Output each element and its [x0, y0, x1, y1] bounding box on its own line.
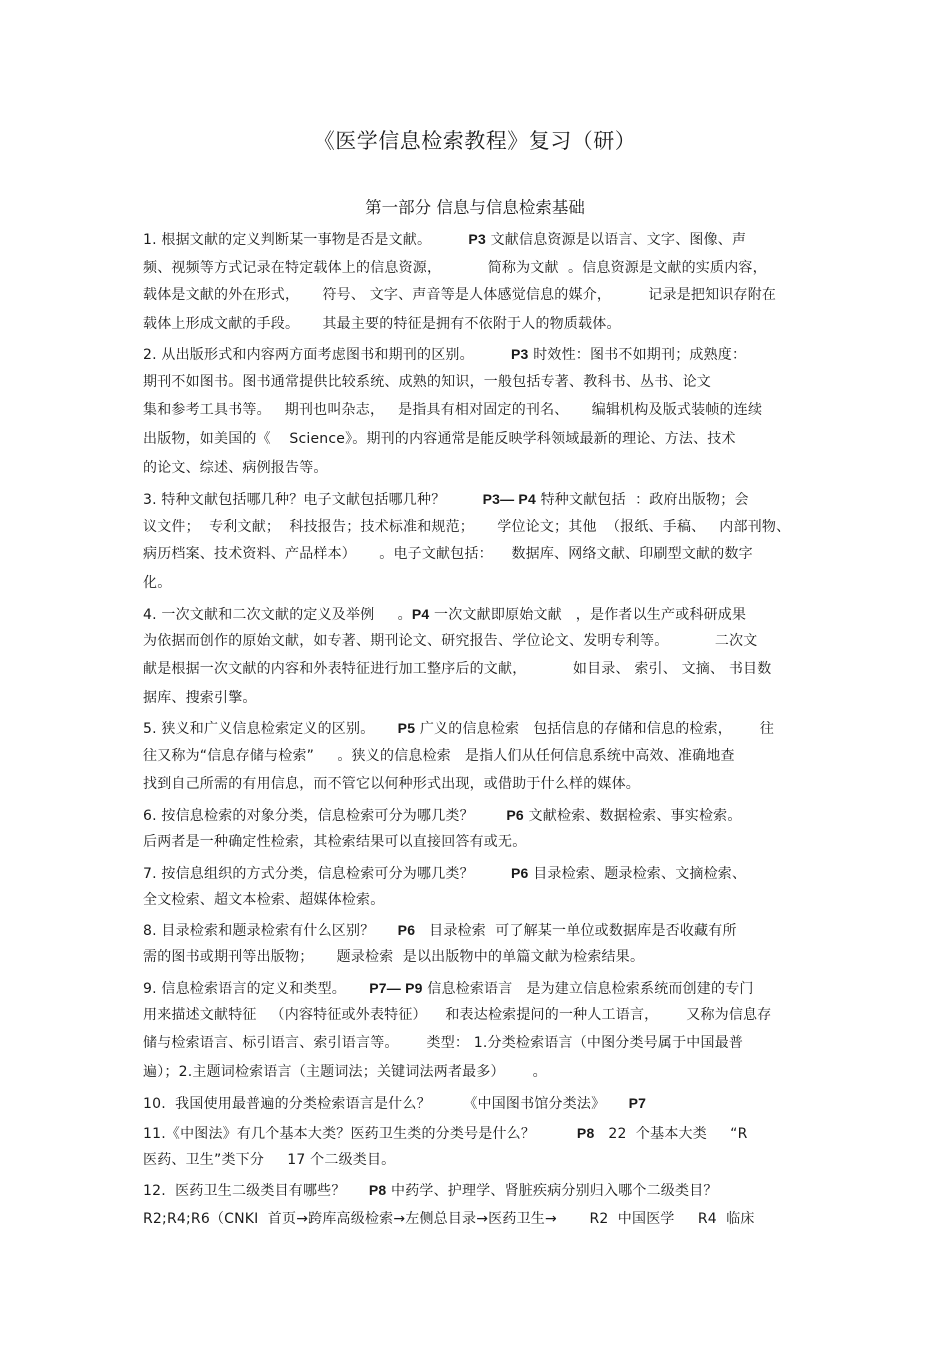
- text-segment: 目录检索、题录检索、文摘检索、: [528, 866, 747, 882]
- text-line: [143, 229, 746, 250]
- text-line: [143, 1150, 395, 1170]
- text-line: [143, 920, 737, 941]
- text-line: [143, 805, 742, 826]
- text-line: [143, 688, 257, 708]
- text-line: [143, 314, 621, 334]
- text-line: [143, 604, 746, 625]
- text-line: [143, 400, 762, 420]
- text-segment: 集和参考工具书等。 期刊也叫杂志， 是指具有相对固定的刊名、 编辑机构及版式装帧的连续: [143, 402, 763, 418]
- text-segment: 医药、卫生”类下分 17 个二级类目。: [143, 1152, 396, 1168]
- text-segment: 11.《中图法》有几个基本大类？医药卫生类的分类号是什么？: [143, 1126, 577, 1142]
- text-segment: 需的图书或期刊等出版物； 题录检索 是以出版物中的单篇文献为检索结果。: [143, 949, 645, 965]
- page-reference: P6: [506, 807, 524, 823]
- text-segment: 时效性：图书不如期刊；成熟度：: [528, 347, 747, 363]
- text-segment: 遍）；2.主题词检索语言（主题词法；关键词法两者最多） 。: [143, 1064, 547, 1080]
- text-line: [143, 344, 746, 365]
- text-segment: 全文检索、超文本检索、超媒体检索。: [143, 892, 385, 908]
- page-reference: P6: [511, 865, 529, 881]
- text-segment: 中药学、护理学、肾脏疾病分别归入哪个二级类目？: [386, 1183, 718, 1199]
- text-segment: 化。: [143, 575, 172, 591]
- text-line: [143, 1093, 646, 1114]
- text-line: [143, 285, 776, 305]
- text-segment: 载体是文献的外在形式， 符号、 文字、声音等是人体感觉信息的媒介， 记录是把知识存附在: [143, 287, 777, 303]
- text-line: [143, 489, 749, 510]
- text-line: [143, 659, 771, 679]
- text-segment: 7. 按信息组织的方式分类，信息检索可分为哪几类？: [143, 866, 512, 882]
- text-segment: 目录检索 可了解某一单位或数据库是否收藏有所: [415, 923, 737, 939]
- text-segment: 2. 从出版形式和内容两方面考虑图书和期刊的区别。: [143, 347, 512, 363]
- text-segment: 4. 一次文献和二次文献的定义及举例 。: [143, 607, 412, 623]
- text-line: [143, 890, 384, 910]
- text-line: [143, 947, 644, 967]
- text-segment: 后两者是一种确定性检索，其检索结果可以直接回答有或无。: [143, 834, 527, 850]
- text-line: [143, 517, 790, 537]
- text-segment: 一次文献即原始文献 ，是作者以生产或科研成果: [429, 607, 747, 623]
- text-line: [143, 718, 774, 739]
- page-reference: P3: [511, 346, 529, 362]
- text-line: [143, 372, 711, 392]
- text-line: [143, 1180, 718, 1201]
- text-segment: 12. 医药卫生二级类目有哪些？: [143, 1183, 369, 1199]
- text-segment: 病历档案、技术资料、产品样本） 。电子文献包括： 数据库、网络文献、印刷型文献的数字: [143, 546, 753, 562]
- text-segment: 频、视频等方式记录在特定载体上的信息资源， 简称为文献 。信息资源是文献的实质内容，: [143, 260, 767, 276]
- text-segment: 10. 我国使用最普遍的分类检索语言是什么？ 《中国图书馆分类法》: [143, 1096, 629, 1112]
- page-reference: P6: [397, 922, 416, 938]
- page-reference: P8: [368, 1182, 387, 1198]
- page-reference: P3: [468, 231, 486, 247]
- text-segment: 特种文献包括 ：政府出版物；会: [535, 492, 749, 508]
- text-segment: 信息检索语言 是为建立信息检索系统而创建的专门: [422, 981, 754, 997]
- text-segment: 文献信息资源是以语言、文字、图像、声: [485, 232, 747, 248]
- text-segment: 广义的信息检索 包括信息的存储和信息的检索， 往: [415, 721, 775, 737]
- text-segment: 献是根据一次文献的内容和外表特征进行加工整序后的文献， 如目录、 索引、 文摘、 书目数: [143, 661, 772, 677]
- text-segment: 为依据而创作的原始文献，如专著、期刊论文、研究报告、学位论文、发明专利等。 二次文: [143, 633, 758, 649]
- page-reference: P7— P9: [369, 980, 423, 996]
- text-line: [143, 1123, 748, 1144]
- page-reference: P3— P4: [482, 491, 536, 507]
- text-segment: 储与检索语言、标引语言、索引语言等。 类型： 1.分类检索语言（中图分类号属于中国最普: [143, 1035, 744, 1051]
- text-segment: 据库、搜索引擎。: [143, 690, 257, 706]
- text-line: [143, 746, 735, 766]
- section-title: 第一部分 信息与信息检索基础: [365, 198, 585, 217]
- page-reference: P5: [397, 720, 416, 736]
- text-line: [143, 544, 753, 564]
- document-title: 《医学信息检索教程》复习（研）: [313, 129, 637, 153]
- text-segment: 找到自己所需的有用信息，而不管它以何种形式出现，或借助于什么样的媒体。: [143, 776, 640, 792]
- text-line: [143, 832, 526, 852]
- text-segment: 文献检索、数据检索、事实检索。: [523, 808, 742, 824]
- text-line: [143, 258, 767, 278]
- page-reference: P7: [628, 1095, 647, 1111]
- text-segment: 往又称为“信息存储与检索” 。狭义的信息检索 是指人们从任何信息系统中高效、准确地查: [143, 748, 735, 764]
- text-line: [143, 1209, 755, 1229]
- text-segment: 期刊不如图书。图书通常提供比较系统、成熟的知识，一般包括专著、教科书、丛书、论文: [143, 374, 711, 390]
- text-segment: 议文件； 专利文献； 科技报告；技术标准和规范； 学位论文；其他 （报纸、手稿、 内部刊物、: [143, 519, 791, 535]
- text-line: [143, 774, 640, 794]
- text-segment: 22 个基本大类 “R: [594, 1126, 748, 1142]
- text-line: [143, 573, 171, 593]
- text-line: [143, 863, 746, 884]
- text-segment: 出版物，如美国的《 Science》。期刊的内容通常是能反映学科领域最新的理论、方法、技术: [143, 431, 736, 447]
- text-segment: 载体上形成文献的手段。 其最主要的特征是拥有不依附于人的物质载体。: [143, 316, 621, 332]
- text-segment: 3. 特种文献包括哪几种？电子文献包括哪几种？: [143, 492, 483, 508]
- page-reference: P4: [411, 606, 430, 622]
- page-reference: P8: [576, 1125, 595, 1141]
- text-segment: 8. 目录检索和题录检索有什么区别？: [143, 923, 398, 939]
- text-line: [143, 978, 754, 999]
- text-segment: 的论文、综述、病例报告等。: [143, 460, 328, 476]
- text-segment: R2;R4;R6（CNKI 首页→跨库高级检索→左侧总目录→医药卫生→ R2 中国医学 R4 临床: [143, 1211, 755, 1227]
- text-segment: 9. 信息检索语言的定义和类型。: [143, 981, 370, 997]
- text-line: [143, 1033, 743, 1053]
- text-segment: 1. 根据文献的定义判断某一事物是否是文献。: [143, 232, 469, 248]
- text-segment: 5. 狭义和广义信息检索定义的区别。: [143, 721, 398, 737]
- text-segment: 用来描述文献特征 （内容特征或外表特征） 和表达检索提问的一种人工语言， 又称为信息存: [143, 1007, 772, 1023]
- text-line: [143, 458, 328, 478]
- text-line: [143, 1005, 771, 1025]
- text-line: [143, 631, 758, 651]
- text-line: [143, 1062, 547, 1082]
- text-line: [143, 429, 736, 449]
- text-segment: 6. 按信息检索的对象分类，信息检索可分为哪几类？: [143, 808, 507, 824]
